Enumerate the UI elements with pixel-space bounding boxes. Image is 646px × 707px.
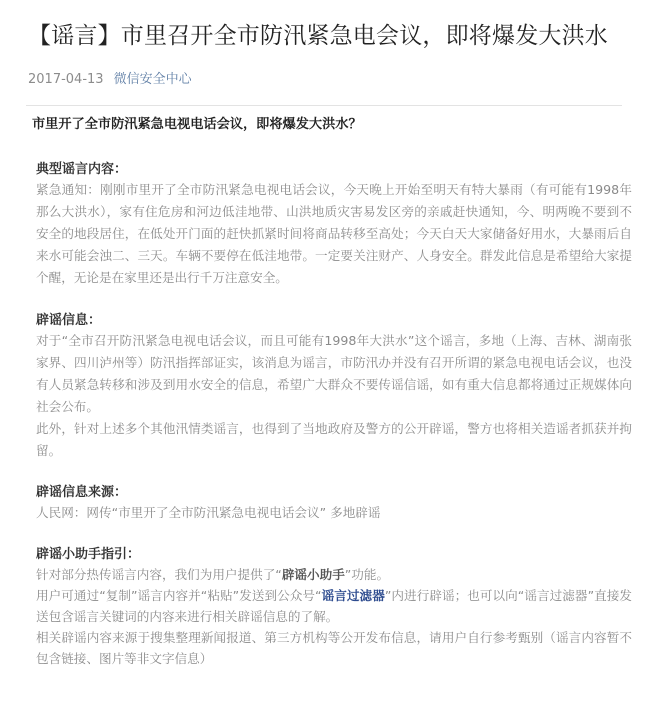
divider: [26, 105, 622, 106]
refute-text-1: 对于“全市召开防汛紧急电视电话会议，而且可能有1998年大洪水”这个谣言，多地（上海、吉林、湖南张家界、四川泸州等）防汛指挥部证实，该消息为谣言，市防汛办并没有召开所谓的紧急电视电话会议，也没有人员紧急转移和涉及到用水安全的信息，希望广大群众不要传谣信谣，如有重大信息都将通过正规媒体向社会公布。: [36, 333, 632, 414]
article-title: 【谣言】市里召开全市防汛紧急电会议，即将爆发大洪水: [28, 23, 608, 49]
helper-line-1: [36, 564, 632, 585]
refute-text-2: 此外，针对上述多个其他汛情类谣言，也得到了当地政府及警方的公开辟谣，警方也将相关造谣者抓获并拘留。: [36, 421, 632, 458]
helper-line-2: [36, 585, 632, 627]
rumor-filter-account-link[interactable]: 谣言过滤器: [321, 588, 385, 603]
typical-rumor-text: 紧急通知：刚刚市里开了全市防汛紧急电视电话会议，今天晚上开始至明天有特大暴雨（有可能有1998年那么大洪水），家有住危房和河边低洼地带、山洪地质灾害易发区旁的亲戚赶快通知，今、明两晚不要到不安全的地段居住，在低处开门面的赶快抓紧时间将商品转移至高处；今天白天大家储备好用水，大暴雨后自来水可能会浊二、三天。车辆不要停在低洼地带。一定要关注财产、人身安全。群发此信息是希望给大家提个醒，无论是在家里还是出行千万注意安全。: [36, 182, 632, 285]
helper-line-3: 相关辟谣内容来源于搜集整理新闻报道、第三方机构等公开发布信息，请用户自行参考甄别（谣言内容暂不包含链接、图片等非文字信息）: [36, 630, 632, 666]
article-subtitle: 市里开了全市防汛紧急电视电话会议，即将爆发大洪水？: [32, 117, 362, 132]
helper-line-1-pre: 针对部分热传谣言内容，我们为用户提供了“: [36, 567, 282, 582]
source-account-link[interactable]: 微信安全中心: [113, 72, 192, 87]
helper-line-2-pre: 用户可通过“复制”谣言内容并“粘贴”发送到公众号“: [36, 588, 322, 603]
article-meta: [28, 71, 632, 89]
section-heading-refute: 辟谣信息：: [36, 313, 102, 328]
section-heading-typical: 典型谣言内容：: [36, 162, 128, 177]
source-text: 人民网：网传“市里开了全市防汛紧急电视电话会议” 多地辟谣: [36, 505, 381, 520]
section-helper-guide: [28, 545, 632, 669]
helper-line-2-post: ”内进行辟谣；也可以向“谣言过滤器”直接发送包含谣言关键词的内容来进行相关辟谣信息的了解。: [36, 588, 633, 624]
section-heading-helper: 辟谣小助手指引：: [36, 547, 141, 562]
helper-feature-name: 辟谣小助手: [281, 567, 345, 582]
publish-date: 2017-04-13: [28, 72, 104, 87]
helper-line-1-post: ”功能。: [344, 567, 390, 582]
section-refute-source: [28, 483, 632, 524]
section-heading-source: 辟谣信息来源：: [36, 485, 128, 500]
section-typical-rumor: [28, 160, 632, 289]
section-refute-info: [28, 311, 632, 462]
